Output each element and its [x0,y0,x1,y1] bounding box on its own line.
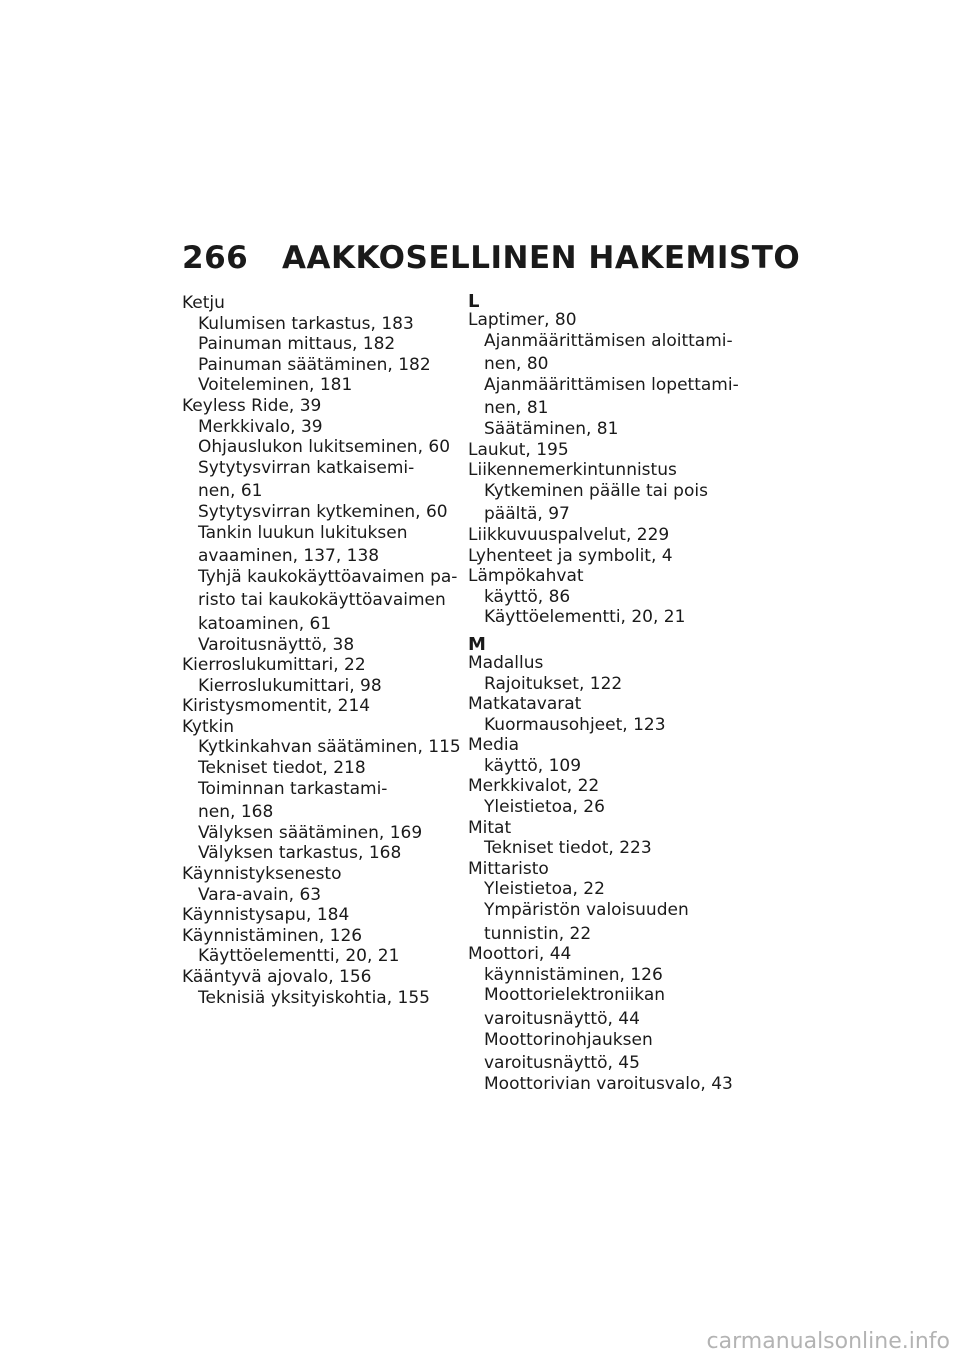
index-subentry: Toiminnan tarkastami- [198,778,388,799]
index-subentry: Ajanmäärittämisen aloittami- [484,330,733,351]
index-entry: Käynnistysapu, 184 [182,905,350,926]
page-number: 266 [182,240,249,276]
index-subentry: Ohjauslukon lukitseminen, 60 [198,437,451,458]
index-entry: Lyhenteet ja symbolit, 4 [468,545,673,566]
index-subentry: Tekniset tiedot, 218 [198,758,366,779]
index-entry: Lämpökahvat [468,566,584,587]
index-entry: Media [468,735,520,756]
index-entry: Liikennemerkintunnistus [468,460,677,481]
index-subentry-continuation: nen, 80 [484,354,549,375]
index-subentry-continuation: katoaminen, 61 [198,613,332,634]
index-subentry-continuation: päältä, 97 [484,504,570,525]
index-subentry: Sytytysvirran katkaisemi- [198,457,415,478]
index-subentry: Voiteleminen, 181 [198,375,353,396]
page-header [182,240,800,276]
index-subentry: Moottorielektroniikan [484,985,666,1006]
index-subentry: Moottorinohjauksen [484,1029,653,1050]
index-subentry: Kuormausohjeet, 123 [484,714,666,735]
index-subentry: Kytkeminen päälle tai pois [484,480,708,501]
index-subentry: Ympäristön valoisuuden [484,900,689,921]
index-subentry: käyttö, 109 [484,755,582,776]
index-subentry-continuation: risto tai kaukokäyttöavaimen [198,590,446,611]
index-subentry-continuation: nen, 168 [198,802,274,823]
index-subentry: Vara-avain, 63 [198,884,322,905]
index-entry: Ketju [182,293,225,313]
index-subentry-continuation: varoitusnäyttö, 44 [484,1009,640,1029]
index-subentry: Säätäminen, 81 [484,418,619,439]
index-subentry: Sytytysvirran kytkeminen, 60 [198,501,448,522]
index-subentry: Välyksen säätäminen, 169 [198,822,423,843]
index-subentry: Tyhjä kaukokäyttöavaimen pa- [198,566,458,587]
index-subentry: Painuman mittaus, 182 [198,334,396,355]
index-entry: Käynnistäminen, 126 [182,925,363,946]
index-subentry-continuation: tunnistin, 22 [484,923,592,944]
index-subentry: Tekniset tiedot, 223 [484,838,652,859]
index-entry: Mitat [468,817,512,838]
index-entry: Madallus [468,652,544,673]
index-subentry: Varoitusnäyttö, 38 [198,634,355,655]
index-subentry: Ajanmäärittämisen lopettami- [484,374,739,395]
index-entry: Matkatavarat [468,694,582,715]
index-entry: Laptimer, 80 [468,310,577,330]
index-subentry: Rajoitukset, 122 [484,673,623,694]
watermark: carmanualsonline.info [706,1329,950,1354]
index-subentry: Kytkinkahvan säätäminen, 115 [198,737,461,758]
index-subentry: käyttö, 86 [484,586,571,607]
index-subentry: Teknisiä yksityiskohtia, 155 [198,987,430,1008]
index-subentry: Käyttöelementti, 20, 21 [484,607,686,628]
index-subentry: Yleistietoa, 22 [484,879,605,900]
index-subentry: Merkkivalo, 39 [198,416,323,437]
index-entry: Liikkuvuuspalvelut, 229 [468,524,670,545]
page-title: AAKKOSELLINEN HAKEMISTO [282,240,801,276]
index-column-right [468,293,738,1094]
index-subentry: Moottorivian varoitusvalo, 43 [484,1073,733,1094]
index-entry: Kierroslukumittari, 22 [182,655,366,676]
index-column-left [182,293,461,1008]
index-entry: Keyless Ride, 39 [182,395,322,416]
index-subentry: Välyksen tarkastus, 168 [198,843,402,864]
index-subentry-continuation: avaaminen, 137, 138 [198,546,380,567]
section-letter: L [468,291,480,312]
index-entry: Kiristysmomentit, 214 [182,696,371,717]
index-subentry: Kulumisen tarkastus, 183 [198,313,414,334]
index-entry: Kytkin [182,716,234,737]
index-entry: Merkkivalot, 22 [468,776,600,797]
index-subentry-continuation: nen, 61 [198,481,263,502]
index-entry: Mittaristo [468,858,549,879]
index-entry: Laukut, 195 [468,439,569,460]
index-subentry-continuation: varoitusnäyttö, 45 [484,1053,640,1074]
index-subentry: Käyttöelementti, 20, 21 [198,946,400,967]
index-subentry-continuation: nen, 81 [484,398,549,419]
index-subentry: Tankin luukun lukituksen [198,522,408,543]
index-subentry: Kierroslukumittari, 98 [198,675,382,696]
index-entry: Moottori, 44 [468,944,572,965]
index-entry: Kääntyvä ajovalo, 156 [182,967,372,987]
section-letter: M [468,633,486,655]
index-subentry: Painuman säätäminen, 182 [198,354,431,375]
index-subentry: Yleistietoa, 26 [484,797,605,818]
index-entry: Käynnistyksenesto [182,864,342,885]
index-subentry: käynnistäminen, 126 [484,964,663,985]
